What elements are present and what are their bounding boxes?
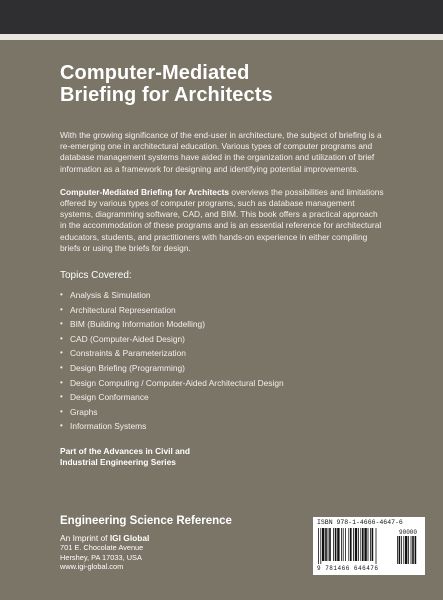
topic-label: Design Conformance xyxy=(70,392,149,403)
back-cover-content xyxy=(60,62,385,468)
topic-label: Design Briefing (Programming) xyxy=(70,363,185,373)
book-title-line-1: Computer-Mediated xyxy=(60,62,250,84)
description-paragraph xyxy=(60,187,385,254)
topic-item xyxy=(60,317,385,332)
topic-item xyxy=(60,332,385,347)
book-title xyxy=(60,62,385,106)
bullet-icon: • xyxy=(60,319,63,329)
address-line-2: Hershey, PA 17033, USA xyxy=(60,552,142,562)
imprint-name: IGI Global xyxy=(109,533,150,543)
book-title-line-2: Briefing for Architects xyxy=(60,84,273,106)
topic-item xyxy=(60,376,385,391)
top-stripe xyxy=(0,34,443,40)
barcode-digits: 9 781466 646476 xyxy=(317,565,379,572)
bullet-icon: • xyxy=(60,377,63,387)
topic-item xyxy=(60,405,385,420)
bullet-icon: • xyxy=(60,348,63,358)
imprint-prefix: An Imprint of xyxy=(60,533,110,543)
topic-label: Constraints & Parameterization xyxy=(70,348,186,359)
topic-label: BIM (Building Information Modelling) xyxy=(70,319,205,330)
topic-label: Design Computing / Computer-Aided Architectural Design xyxy=(70,377,284,388)
intro-paragraph: With the growing significance of the end-user in architecture, the subject of briefing is a re-emerging one in architectural education. Various types of computer programs and database management systems have aided in the organization and utilization of brief information as a framework for designing and identifying potential improvements. xyxy=(60,130,382,174)
bullet-icon: • xyxy=(60,333,63,343)
publisher-block xyxy=(60,514,280,572)
publisher-website: www.igi-global.com xyxy=(60,562,124,572)
description-book-title: Computer-Mediated Briefing for Architects xyxy=(60,186,230,197)
topic-label: CAD (Computer-Aided Design) xyxy=(70,333,185,344)
topics-list xyxy=(60,288,385,434)
topic-label: Analysis & Simulation xyxy=(70,290,151,301)
barcode-box xyxy=(313,517,425,575)
series-note-line-2: Industrial Engineering Series xyxy=(60,457,176,468)
topic-item xyxy=(60,419,385,434)
address-line-1: 701 E. Chocolate Avenue xyxy=(60,543,144,552)
description-text: overviews the possibilities and limitations offered by various types of computer programs, such as database management systems, diagramming software, CAD, and BIM. This book offers a practical approach in the accommodation of these programs and is an essential reference for architectural educators, students, and practitioners with hands-on experience in either compiling briefs or using the briefs for design. xyxy=(60,186,384,253)
barcode-digits-row xyxy=(317,565,421,573)
publisher-name: Engineering Science Reference xyxy=(60,515,232,527)
topic-label: Graphs xyxy=(70,406,98,417)
bullet-icon: • xyxy=(60,392,63,402)
topic-item xyxy=(60,361,385,376)
bullet-icon: • xyxy=(60,363,63,372)
topic-label: Architectural Representation xyxy=(70,304,176,315)
topic-label: Information Systems xyxy=(70,421,147,432)
bullet-icon: • xyxy=(60,421,63,431)
bullet-icon: • xyxy=(60,290,63,300)
topic-item xyxy=(60,390,385,405)
barcode-icon xyxy=(317,528,421,564)
bullet-icon: • xyxy=(60,406,63,416)
series-note xyxy=(60,446,385,468)
imprint-line xyxy=(60,533,280,543)
top-band xyxy=(0,0,443,34)
topics-heading: Topics Covered: xyxy=(60,270,132,282)
topic-item xyxy=(60,303,385,318)
series-note-line-1: Part of the Advances in Civil and xyxy=(60,445,190,456)
topic-item xyxy=(60,288,385,303)
isbn-label: ISBN 978-1-4666-4647-6 xyxy=(317,519,403,526)
bullet-icon: • xyxy=(60,304,63,314)
addon-digits: 90000 xyxy=(399,529,418,536)
topic-item xyxy=(60,346,385,361)
